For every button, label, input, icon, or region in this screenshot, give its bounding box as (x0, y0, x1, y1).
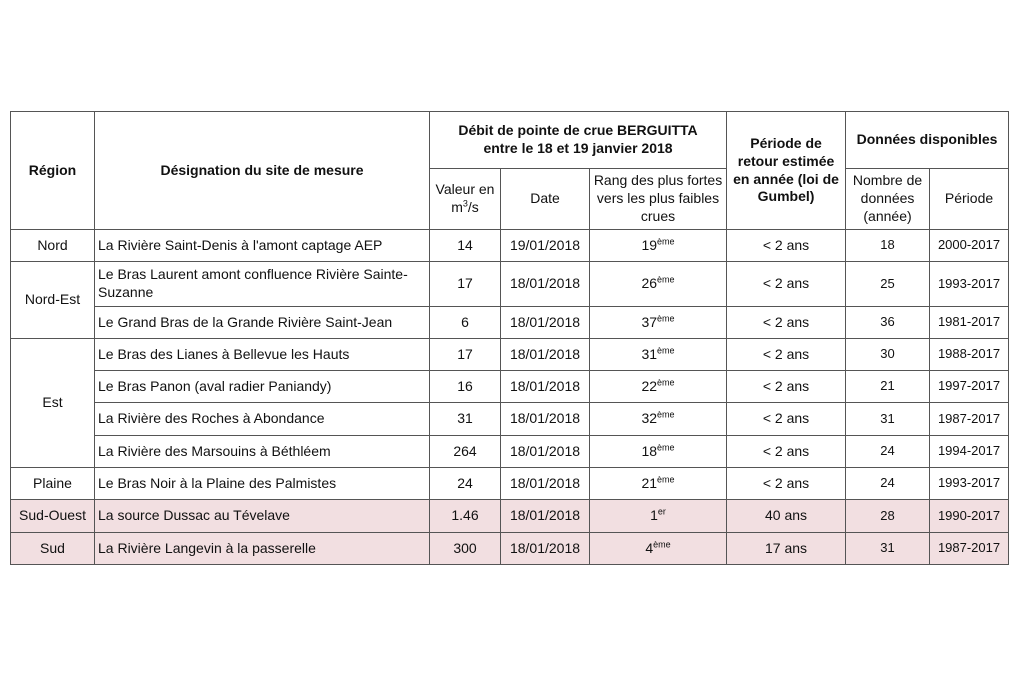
date-cell: 18/01/2018 (501, 468, 590, 500)
valeur-cell: 16 (430, 371, 501, 403)
rang-cell: 4ème (590, 533, 727, 565)
nombre-cell: 21 (846, 371, 930, 403)
retour-cell: < 2 ans (727, 371, 846, 403)
date-cell: 19/01/2018 (501, 230, 590, 262)
valeur-cell: 17 (430, 339, 501, 371)
date-cell: 18/01/2018 (501, 339, 590, 371)
retour-cell: < 2 ans (727, 230, 846, 262)
nombre-cell: 25 (846, 262, 930, 307)
header-rang: Rang des plus fortes vers les plus faibles crues (590, 169, 727, 230)
nombre-cell: 24 (846, 468, 930, 500)
table-row (11, 436, 1009, 468)
retour-cell: < 2 ans (727, 262, 846, 307)
header-donnees-group: Données disponibles (846, 112, 1009, 169)
date-cell: 18/01/2018 (501, 262, 590, 307)
site-cell: La Rivière des Roches à Abondance (95, 403, 430, 436)
header-row-1 (11, 112, 1009, 169)
rang-cell: 26ème (590, 262, 727, 307)
region-cell: Plaine (11, 468, 95, 500)
nombre-cell: 31 (846, 533, 930, 565)
rang-cell: 22ème (590, 371, 727, 403)
valeur-cell: 300 (430, 533, 501, 565)
retour-cell: < 2 ans (727, 468, 846, 500)
periode-cell: 1994-2017 (930, 436, 1009, 468)
periode-cell: 1997-2017 (930, 371, 1009, 403)
rang-cell: 37ème (590, 307, 727, 339)
periode-cell: 1988-2017 (930, 339, 1009, 371)
rang-cell: 19ème (590, 230, 727, 262)
site-cell: Le Bras Panon (aval radier Paniandy) (95, 371, 430, 403)
periode-cell: 1990-2017 (930, 500, 1009, 533)
table-row (11, 403, 1009, 436)
header-periode: Période (930, 169, 1009, 230)
table-row (11, 371, 1009, 403)
valeur-cell: 14 (430, 230, 501, 262)
table-row (11, 262, 1009, 307)
retour-cell: < 2 ans (727, 307, 846, 339)
retour-cell: < 2 ans (727, 339, 846, 371)
table-row (11, 307, 1009, 339)
header-valeur: Valeur en $m^3/s$ (430, 169, 501, 230)
header-date: Date (501, 169, 590, 230)
header-site: Désignation du site de mesure (95, 112, 430, 230)
periode-cell: 1987-2017 (930, 533, 1009, 565)
retour-cell: < 2 ans (727, 436, 846, 468)
periode-cell: 1987-2017 (930, 403, 1009, 436)
date-cell: 18/01/2018 (501, 371, 590, 403)
periode-cell: 2000-2017 (930, 230, 1009, 262)
rang-cell: 1er (590, 500, 727, 533)
retour-cell: 40 ans (727, 500, 846, 533)
rang-cell: 31ème (590, 339, 727, 371)
date-cell: 18/01/2018 (501, 307, 590, 339)
table-row (11, 230, 1009, 262)
table-row-highlighted (11, 533, 1009, 565)
site-cell: Le Bras des Lianes à Bellevue les Hauts (95, 339, 430, 371)
table-row (11, 468, 1009, 500)
retour-cell: < 2 ans (727, 403, 846, 436)
periode-cell: 1981-2017 (930, 307, 1009, 339)
date-cell: 18/01/2018 (501, 533, 590, 565)
nombre-cell: 31 (846, 403, 930, 436)
site-cell: Le Bras Noir à la Plaine des Palmistes (95, 468, 430, 500)
site-cell: La Rivière Langevin à la passerelle (95, 533, 430, 565)
region-cell: Sud (11, 533, 95, 565)
rang-cell: 18ème (590, 436, 727, 468)
valeur-cell: 24 (430, 468, 501, 500)
valeur-cell: 17 (430, 262, 501, 307)
nombre-cell: 28 (846, 500, 930, 533)
valeur-cell: 1.46 (430, 500, 501, 533)
periode-cell: 1993-2017 (930, 468, 1009, 500)
rang-cell: 21ème (590, 468, 727, 500)
periode-cell: 1993-2017 (930, 262, 1009, 307)
header-region: Région (11, 112, 95, 230)
region-cell: Est (11, 339, 95, 468)
table-row (11, 339, 1009, 371)
header-periode-retour: Période de retour estimée en année (loi de Gumbel) (727, 112, 846, 230)
region-cell: Sud-Ouest (11, 500, 95, 533)
site-cell: La Rivière des Marsouins à Béthléem (95, 436, 430, 468)
nombre-cell: 24 (846, 436, 930, 468)
nombre-cell: 30 (846, 339, 930, 371)
region-cell: Nord (11, 230, 95, 262)
region-cell: Nord-Est (11, 262, 95, 339)
retour-cell: 17 ans (727, 533, 846, 565)
site-cell: La Rivière Saint-Denis à l'amont captage AEP (95, 230, 430, 262)
date-cell: 18/01/2018 (501, 403, 590, 436)
date-cell: 18/01/2018 (501, 500, 590, 533)
table-row-highlighted (11, 500, 1009, 533)
rang-cell: 32ème (590, 403, 727, 436)
site-cell: Le Bras Laurent amont confluence Rivière Sainte-Suzanne (95, 262, 430, 307)
valeur-cell: 6 (430, 307, 501, 339)
site-cell: Le Grand Bras de la Grande Rivière Saint-Jean (95, 307, 430, 339)
nombre-cell: 36 (846, 307, 930, 339)
nombre-cell: 18 (846, 230, 930, 262)
site-cell: La source Dussac au Tévelave (95, 500, 430, 533)
crue-data-table (10, 111, 1009, 565)
header-debit-group: Débit de pointe de crue BERGUITTA entre le 18 et 19 janvier 2018 (430, 112, 727, 169)
valeur-cell: 31 (430, 403, 501, 436)
valeur-cell: 264 (430, 436, 501, 468)
header-nombre: Nombre de données (année) (846, 169, 930, 230)
date-cell: 18/01/2018 (501, 436, 590, 468)
